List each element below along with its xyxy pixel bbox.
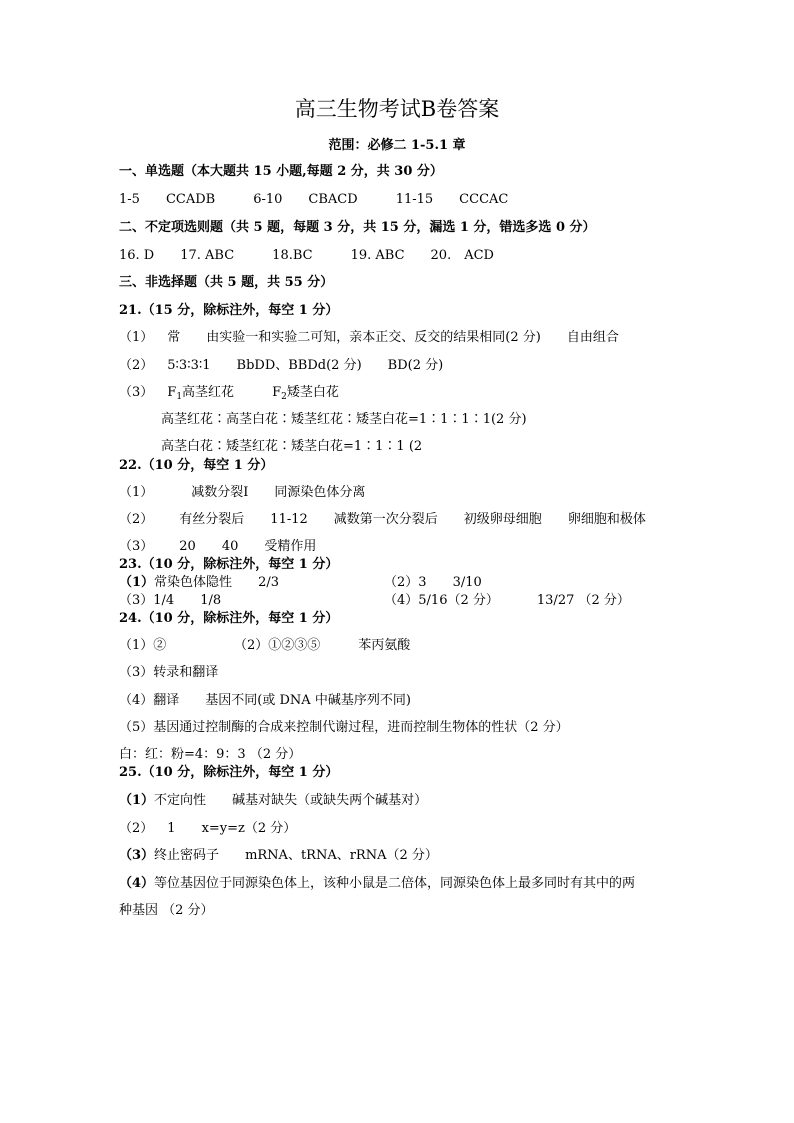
q25-heading: 25.（10 分，除标注外，每空 1 分） xyxy=(119,765,339,780)
answer-value: 有丝分裂后 xyxy=(179,512,245,527)
answer-value: 5∶3∶3∶1 xyxy=(167,358,211,373)
q24-heading: 24.（10 分，除标注外，每空 1 分） xyxy=(119,611,339,626)
answer-value: CBACD xyxy=(308,192,358,207)
answer-value: 碱基对缺失（或缺失两个碱基对） xyxy=(232,793,428,808)
answer-value: 13/27 （2 分） xyxy=(536,593,630,608)
q21-heading: 21.（15 分，除标注外，每空 1 分） xyxy=(119,303,339,318)
answer-value: 19. ABC xyxy=(350,248,405,263)
part-label: （4） xyxy=(119,693,154,708)
q24-part1 xyxy=(119,637,166,655)
part-label: （2） xyxy=(384,575,419,590)
answer-value: 5/16（2 分） xyxy=(418,593,499,608)
answer-value: 1/4 xyxy=(153,593,175,608)
generation-subscript: 1 xyxy=(176,392,183,402)
answer-value: 18.BC xyxy=(272,248,313,263)
part-label: （1） xyxy=(119,485,154,500)
part-label: （1） xyxy=(119,575,155,590)
q23-part2 xyxy=(384,574,482,592)
answer-value: 减数分裂Ⅰ xyxy=(191,485,249,500)
answer-range: 6-10 xyxy=(253,192,283,207)
answer-value: 3 xyxy=(418,575,427,590)
q22-part2 xyxy=(119,511,646,529)
answer-value: 20. ACD xyxy=(430,248,494,263)
answer-value: 苯丙氨酸 xyxy=(358,638,411,653)
q24-part5: （5）基因通过控制酶的合成来控制代谢过程，进而控制生物体的性状（2 分） xyxy=(119,720,569,735)
answer-value: 基因不同(或 DNA 中碱基序列不同) xyxy=(205,693,411,708)
section-2-heading: 二、不定项选则题（共 5 题，每题 3 分，共 15 分，漏选 1 分，错选多选 0 分） xyxy=(119,220,596,235)
answer-value: 受精作用 xyxy=(264,539,317,554)
answer-range: 1-5 xyxy=(119,192,140,207)
part-label: （2） xyxy=(119,821,154,836)
q25-part4 xyxy=(119,875,635,893)
q21-part2 xyxy=(119,357,443,375)
q25-part3 xyxy=(119,847,438,865)
answer-value: mRNA、tRNA、rRNA（2 分） xyxy=(245,848,438,863)
answer-value: 高茎红花 xyxy=(182,385,235,400)
answer-value: 1 xyxy=(167,821,176,836)
section-2-answers xyxy=(119,247,494,265)
answer-value: ①②③⑤ xyxy=(268,638,321,653)
answer-value: 等位基因位于同源染色体上，该种小鼠是二倍体，同源染色体上最多同时有其中的两 xyxy=(154,876,636,891)
page-subtitle: 范围：必修二 1-5.1 章 xyxy=(328,138,466,153)
answer-value: 20 xyxy=(179,539,196,554)
q24-part3: （3）转录和翻译 xyxy=(119,665,219,680)
part-label: （3） xyxy=(119,385,154,400)
answer-value: 卵细胞和极体 xyxy=(567,512,646,527)
q21-part1 xyxy=(119,329,619,347)
part-label: （2） xyxy=(234,638,269,653)
part-label: （1） xyxy=(119,638,154,653)
answer-value: 终止密码子 xyxy=(154,848,220,863)
answer-value: 17. ABC xyxy=(180,248,235,263)
answer-value: BbDD、BBDd(2 分) xyxy=(236,358,362,373)
q22-heading: 22.（10 分，每空 1 分） xyxy=(119,458,274,473)
section-1-answers xyxy=(119,191,508,209)
section-3-heading: 三、非选择题（共 5 题，共 55 分） xyxy=(119,275,334,290)
q22-part1 xyxy=(119,484,365,502)
answer-value: 不定向性 xyxy=(154,793,207,808)
part-label: （3） xyxy=(119,593,154,608)
answer-range: 11-15 xyxy=(395,192,434,207)
answer-value: 矮茎白花 xyxy=(286,385,339,400)
answer-value: 常染色体隐性 xyxy=(154,575,233,590)
answer-value: 1/8 xyxy=(200,593,222,608)
part-label: （2） xyxy=(119,512,154,527)
generation-label: F xyxy=(272,385,282,400)
answer-value: 3/10 xyxy=(452,575,482,590)
answer-value: ② xyxy=(153,638,167,653)
answer-value: 减数第一次分裂后 xyxy=(333,512,438,527)
answer-value: 11-12 xyxy=(270,512,308,527)
answer-value: 自由组合 xyxy=(566,330,619,345)
answer-value: CCADB xyxy=(165,192,216,207)
part-label: （3） xyxy=(119,539,154,554)
answer-value: 翻译 xyxy=(153,693,180,708)
answer-value: CCCAC xyxy=(459,192,509,207)
q25-part4-continued: 种基因 （2 分） xyxy=(119,903,214,918)
q25-part2 xyxy=(119,820,296,838)
q21-part3-ratio-1: 高茎红花∶高茎白花∶矮茎红花∶矮茎白花=1∶1∶1∶1(2 分) xyxy=(161,412,527,427)
q23-part4 xyxy=(384,592,630,610)
part-label: （1） xyxy=(119,793,155,808)
answer-value: x=y=z（2 分） xyxy=(201,821,297,836)
answer-value: 16. D xyxy=(119,248,155,263)
generation-label: F xyxy=(167,385,177,400)
part-label: （4） xyxy=(119,876,155,891)
part-label: （2） xyxy=(119,358,154,373)
answer-value: 40 xyxy=(221,539,239,554)
answer-value: 常 xyxy=(167,330,181,345)
part-label: （3） xyxy=(119,848,155,863)
answer-value: 由实验一和实验二可知，亲本正交、反交的结果相同(2 分) xyxy=(206,330,541,345)
q21-part3 xyxy=(119,384,339,406)
q24-part2 xyxy=(234,637,410,655)
answer-value: 同源染色体分离 xyxy=(274,485,366,500)
q25-part1 xyxy=(119,792,427,810)
answer-value: 初级卵母细胞 xyxy=(463,512,542,527)
page-title: 高三生物考试B卷答案 xyxy=(294,97,500,121)
q24-part4 xyxy=(119,692,411,710)
part-label: （1） xyxy=(119,330,154,345)
answer-value: BD(2 分) xyxy=(387,358,444,373)
answer-value: 2/3 xyxy=(258,575,279,590)
q22-part3 xyxy=(119,538,316,556)
q24-part6: 白：红：粉=4：9：3 （2 分） xyxy=(119,747,302,762)
q23-part1 xyxy=(119,574,279,592)
part-label: （4） xyxy=(384,593,419,608)
q23-heading: 23.（10 分，除标注外，每空 1 分） xyxy=(119,557,339,572)
q23-part3 xyxy=(119,592,221,610)
generation-subscript: 2 xyxy=(281,392,287,402)
q21-part3-ratio-2: 高茎白花∶矮茎红花∶矮茎白花=1∶1∶1 (2 xyxy=(161,439,423,454)
section-1-heading: 一、单选题（本大题共 15 小题,每题 2 分，共 30 分） xyxy=(119,164,443,179)
